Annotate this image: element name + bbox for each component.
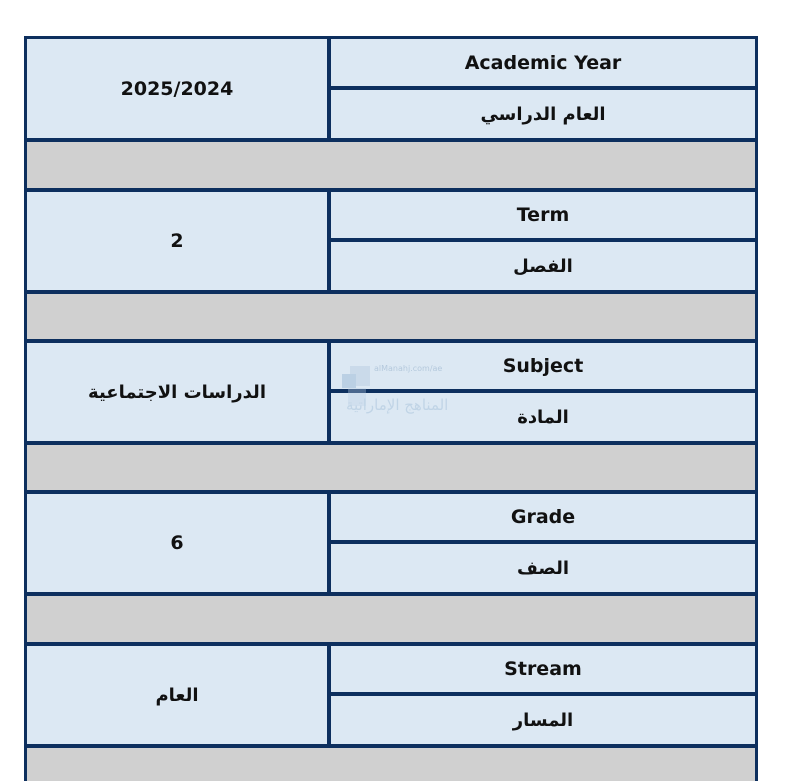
subject-value: الدراسات الاجتماعية — [27, 343, 327, 441]
spacer-row — [27, 445, 755, 490]
term-value: 2 — [27, 192, 327, 290]
subject-label-en: Subject — [331, 343, 755, 389]
watermark-text: المناهج الإماراتية — [346, 396, 449, 414]
grade-label-ar: الصف — [331, 544, 755, 592]
spacer-row — [27, 748, 755, 781]
term-label-en: Term — [331, 192, 755, 238]
info-table — [24, 36, 758, 781]
stream-label-ar: المسار — [331, 696, 755, 744]
grade-value: 6 — [27, 494, 327, 592]
stream-value: العام — [27, 646, 327, 744]
spacer-row — [27, 596, 755, 642]
spacer-row — [27, 294, 755, 339]
academic-year-label-en: Academic Year — [331, 39, 755, 86]
academic-year-value: 2025/2024 — [27, 39, 327, 138]
stream-label-en: Stream — [331, 646, 755, 692]
watermark-url: alManahj.com/ae — [374, 364, 443, 373]
subject-label-ar: المادة — [331, 393, 755, 441]
grade-label-en: Grade — [331, 494, 755, 540]
academic-year-label-ar: العام الدراسي — [331, 90, 755, 138]
term-label-ar: الفصل — [331, 242, 755, 290]
spacer-row — [27, 142, 755, 188]
